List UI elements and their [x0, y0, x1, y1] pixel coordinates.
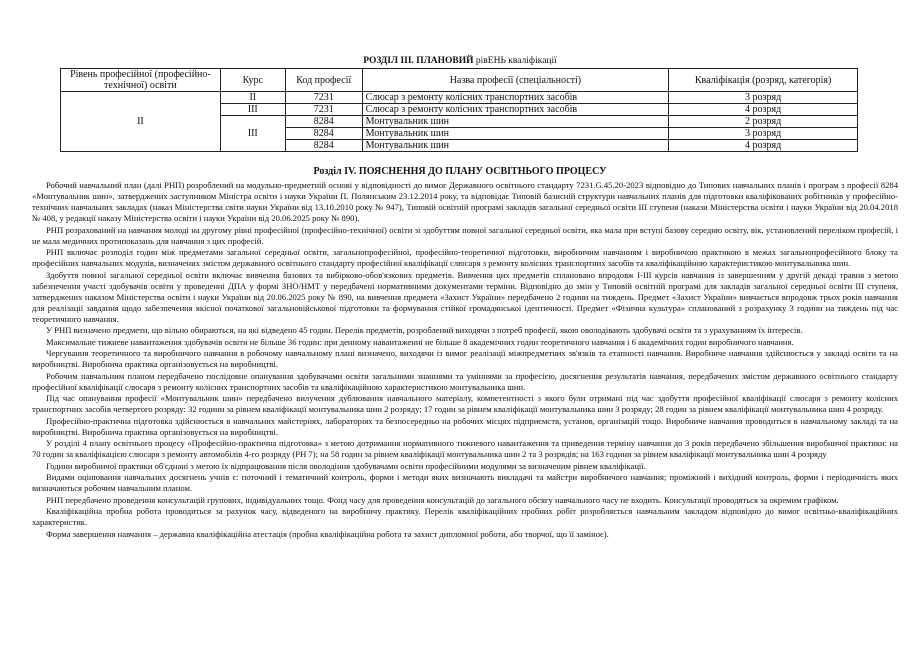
paragraph: Форма завершення навчання – державна кваліфікаційна атестація (пробна кваліфікаційна робота та захист дипломної роботи, або творчої, що її заміноє).	[46, 528, 609, 539]
paragraph: Чергування теоретичного та виробничого навчання в робочому навчальному плані визначено, виходячи із вимог реалізації міжпредметних зв'язків та етапності навчання. Виробниче навчання здійснюється у закладі освіти та на виробництві. Виробнича практика організовується на виробництві.	[32, 348, 898, 369]
paragraph: Здобуття повної загальної середньої освіти включає вивчення базових та вибірково-обов'язкових предметів. Вивчення цих предметів сплановано впродовж І-ІІІ курсів навчання із завершенням у другій декаді травня з метою забезпечення участі здобувачів освіти у проведенні ДПА у формі ЗНО/НМТ у передбачені нормативними документами терміни. Відповідно до змін у Типовій освітній програмі для закладів загальної середньої освіти ІІІ ступеня, затверджених наказом Міністерства освіти і науки України від 20.06.2025 року № 890, на вивчення предмета «Захист України» передбачено 2 години на тиждень. Предмет «Захист України» вивчається впродовж трьох років навчання для реалізації завдання щодо забезпечення якісної початкової загальновійськової підготовки та формування стійкої громадянської ідентичності. Предмет «Фізична культура» спланований з розрахунку 3 години на тиждень під час теоретичного навчання.	[32, 269, 898, 324]
paragraph: Максимальне тижневе навантаження здобувачів освіти не більше 36 годин: при денному навантаженні не більше 8 академічних годин теоретичного навчання і 6 академічних годин виробничого навчання.	[46, 336, 794, 347]
header-qualification: Кваліфікація (розряд, категорія)	[669, 69, 858, 92]
code-cell: 8284	[285, 140, 362, 152]
code-cell: 8284	[285, 116, 362, 128]
section-4-title: Розділ ІV. ПОЯСНЕННЯ ДО ПЛАНУ ОСВІТНЬОГО ПРОЦЕСУ	[313, 166, 607, 177]
paragraph: Під час опанування професії «Монтувальник шин» передбачено вилучення дублювання навчального матеріалу, компетентності з якого були отримані під час здобуття професійної кваліфікації слюсаря з ремонту колісних транспортних засобів четвертого розряду: 32 години за рівнем кваліфікації монтувальника шин 2 розряду; 17 годин за рівнем кваліфікації монтувальника шин 3 розряду; 28 годин за рівнем кваліфікації монтувальника шин 4 розряду.	[32, 393, 898, 414]
paragraph: Години виробничої практики об'єднані з метою їх відпрацювання після оволодіння здобувачами освіти професійними модулями за визначеним рівнем кваліфікації.	[46, 460, 646, 471]
paragraph: У РНП визначено предмети, що вільно обираються, на які відведено 45 годин. Перелік предметів, розроблений виходячи з потреб професії, якою оволодівають здобувачі освіти та з урахуванням їх інтересів.	[46, 325, 803, 335]
paragraph: РНП включає розподіл годин між предметами загальної середньої освіти, загальнопрофесійної, професійно-теоретичної підготовки, виробничим навчанням і виробничою практикою в межах загальнопрофесійного блоку та професійних навчальних модулів, визначених змістом державного освітнього стандарту професійної кваліфікації слюсаря з ремонту колісних транспортних засобів та кваліфікаційною характеристикою монтувальника шин.	[32, 247, 898, 268]
header-course: Курс	[220, 69, 285, 92]
qualification-level-table	[60, 68, 858, 152]
qualification-cell: 2 розряд	[669, 116, 858, 128]
profession-name-cell: Слюсар з ремонту колісних транспортних засобів	[362, 104, 669, 116]
qualification-cell: 3 розряд	[669, 128, 858, 140]
level-cell: ІІ	[61, 92, 221, 152]
paragraph: Кваліфікаційна пробна робота проводиться за рахунок часу, відведеного на виробничу практику. Перелік кваліфікаційних пробних робіт розробляється навчальним закладом відповідно до вимог освітньо-кваліфікаційних характеристик.	[32, 506, 898, 527]
profession-name-cell: Монтувальник шин	[362, 140, 669, 152]
paragraph: У розділі 4 плану освітнього процесу «Професійно-практична підготовка» з метою дотримання нормативного тижневого навантаження та приведення терміну навчання до 3 років передбачено збільшення виробничої практики: на 70 годин за кваліфікацією слюсаря з ремонту автомобілів 4-го розряду (РН 7); на 58 годин за рівнем кваліфікації монтувальника шин 2 та 3 розрядів; на 163 години за рівнем кваліфікації монтувальника шин 4 розряду	[32, 438, 898, 459]
paragraph: РНП передбачено проведення консультацій групових, індивідуальних тощо. Фонд часу для проведення консультацій до загального обсягу навчального часу не входить. Консультації проводяться за окремим графіком.	[46, 494, 839, 505]
paragraph: Робочий навчальний план (далі РНП) розроблений на модульно-предметній основі у відповідності до вимог Державного освітнього стандарту 7231.G.45.20-2023 відповідно до Типових навчальних планів і програм з професії 8284 «Монтувальник шин», затверджених заступником Міністра освіти і науки України П. Полянським 23.12.2014 року, та відповідає Типовій базисній структури навчальних планів для підготовки кваліфікованих робітників у професійно-технічних навчальних закладах (наказ Міністерства світи науки України від 13.10.2010 року № 947), Типовій освітній програмі закладів загальної середньої освіти ІІІ ступеня (накази Міністерства освіти і науки України від 20.04.2018 № 408, у редакції наказу Міністерства освіти і науки України від 20.06.2025 року № 890).	[32, 180, 898, 223]
course-cell: ІІІ	[220, 104, 285, 116]
header-code: Код професії	[285, 69, 362, 92]
code-cell: 7231	[285, 104, 362, 116]
profession-name-cell: Слюсар з ремонту колісних транспортних засобів	[362, 92, 669, 104]
profession-name-cell: Монтувальник шин	[362, 128, 669, 140]
header-name: Назва професії (спеціальності)	[362, 69, 669, 92]
table-header-row	[61, 69, 858, 92]
explanatory-text	[32, 180, 898, 540]
code-cell: 8284	[285, 128, 362, 140]
paragraph: Робочим навчальним планом передбачено послідовне опанування здобувачами освіти загальними знаннями та уміннями за професією, досягнення результатів навчання, передбачених змістом державного освітнього стандарту професійної кваліфікації слюсаря з ремонту колісних транспортних засобів та кваліфікаційною характеристикою монтувальника шин.	[32, 370, 898, 392]
section-3-title-bold: РОЗДІЛ ІІІ. ПЛАНОВИЙ	[363, 56, 474, 66]
header-level: Рівень професійної (професійно-технічної) освіти	[61, 69, 221, 92]
course-cell: ІІІ	[220, 116, 285, 152]
paragraph: Професійно-практична підготовка здійснюється в навчальних майстернях, лабораторіях та безпосередньо на робочих місцях підприємств, установ, організацій тощо. Виробниче навчання проводиться в навчальному закладі та на виробництві. Виробнича практика організовується на виробництві.	[32, 415, 898, 437]
qualification-cell: 3 розряд	[669, 92, 858, 104]
qualification-cell: 4 розряд	[669, 140, 858, 152]
profession-name-cell: Монтувальник шин	[362, 116, 669, 128]
section-3-title-rest: рівЕНЬ кваліфікації	[473, 56, 557, 66]
table-row	[61, 92, 858, 104]
paragraph: РНП розрахований на навчання молоді на другому рівні професійної (професійно-технічної) освіти зі здобуттям повної загальної середньої освіти, яка мала при вступі базову середню освіту, вік, установлений переліком професій, і не мала медичних протипоказань для навчання з цих професій.	[32, 224, 898, 246]
code-cell: 7231	[285, 92, 362, 104]
qualification-cell: 4 розряд	[669, 104, 858, 116]
section-3-title	[0, 56, 920, 67]
paragraph: Видами оцінювання навчальних досягнень учнів є: поточний і тематичний контроль, форми і методи яких визначають викладачі та майстри виробничого навчання; проміжний і вихідний контроль, форми і періодичність яких визначаються робочим навчальним планом.	[32, 472, 898, 493]
course-cell: ІІ	[220, 92, 285, 104]
